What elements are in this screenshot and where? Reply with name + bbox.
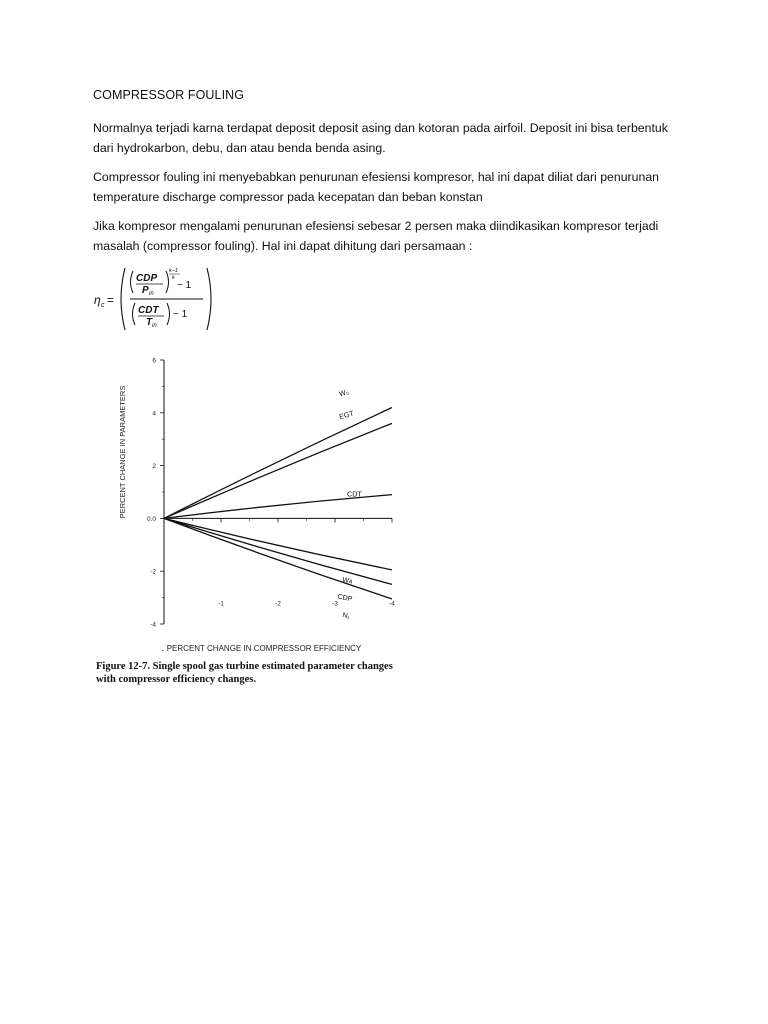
y-tick-label: 6 xyxy=(152,357,156,365)
formula-equals: = xyxy=(107,293,115,307)
y-tick-label: 0.0 xyxy=(146,515,156,523)
series-line xyxy=(164,518,392,584)
x-tick-label: -2 xyxy=(275,600,281,608)
formula-t: T xyxy=(146,317,153,328)
y-axis-label: PERCENT CHANGE IN PARAMETERS xyxy=(118,385,127,519)
series-line xyxy=(164,518,392,599)
x-tick-label: -3 xyxy=(332,600,338,608)
series-line xyxy=(164,408,392,519)
formula-eta-sub: c xyxy=(101,302,105,309)
efficiency-formula xyxy=(93,266,223,332)
paragraph-2: Compressor fouling ini menyebabkan penurunan efesiensi kompresor, hal ini dapat diliat dari penurunan temperature discharge compressor pada kecepatan dan beban konstan xyxy=(93,170,660,204)
formula-exponent-den: k xyxy=(172,275,175,281)
parameter-change-chart xyxy=(112,352,412,652)
figure-caption-line-2: with compressor efficiency changes. xyxy=(96,673,257,685)
formula-minus-one-top: − 1 xyxy=(177,280,192,291)
series-line xyxy=(164,423,392,518)
formula-exponent: k−1 xyxy=(169,268,179,274)
formula-cdt: CDT xyxy=(138,305,159,316)
series-label: CDP xyxy=(336,591,354,604)
figure-caption-line-1: Figure 12-7. Single spool gas turbine estimated parameter changes xyxy=(96,661,393,672)
y-tick-label: -4 xyxy=(150,621,156,629)
document-heading: COMPRESSOR FOULING xyxy=(93,88,245,102)
x-axis-label: PERCENT CHANGE IN COMPRESSOR EFFICIENCY xyxy=(166,644,362,652)
formula-minus-one-bottom: − 1 xyxy=(173,309,188,320)
formula-p-sub: in xyxy=(149,291,154,297)
y-tick-label: -2 xyxy=(150,568,156,576)
formula-p: P xyxy=(142,285,149,296)
x-tick-label: -1 xyxy=(218,600,224,608)
formula-cdp: CDP xyxy=(136,273,158,284)
figure-caption xyxy=(96,661,436,686)
formula-eta: η xyxy=(94,293,101,307)
paragraph-3: Jika kompresor mengalami penurunan efesiensi sebesar 2 persen maka diindikasikan kompresor terjadi masalah (compressor fouling). Hal ini dapat dihitung dari persamaan : xyxy=(93,219,659,253)
series-label: CDT xyxy=(347,489,362,499)
series-line xyxy=(164,518,392,569)
series-label: Wᴀ xyxy=(341,574,354,586)
y-tick-label: 4 xyxy=(152,410,156,418)
formula-t-sub: in xyxy=(152,323,157,329)
series-label: N₁ xyxy=(341,610,352,621)
y-tick-label: 2 xyxy=(152,463,156,471)
x-tick-label: -4 xyxy=(389,600,395,608)
series-label: W₀ xyxy=(337,386,350,399)
paragraph-1: Normalnya terjadi karna terdapat deposit deposit asing dan kotoran pada airfoil. Deposit ini bisa terbentuk dari hydrokarbon, debu, dan atau benda benda asing. xyxy=(93,121,668,155)
series-label: EGT xyxy=(338,408,355,422)
